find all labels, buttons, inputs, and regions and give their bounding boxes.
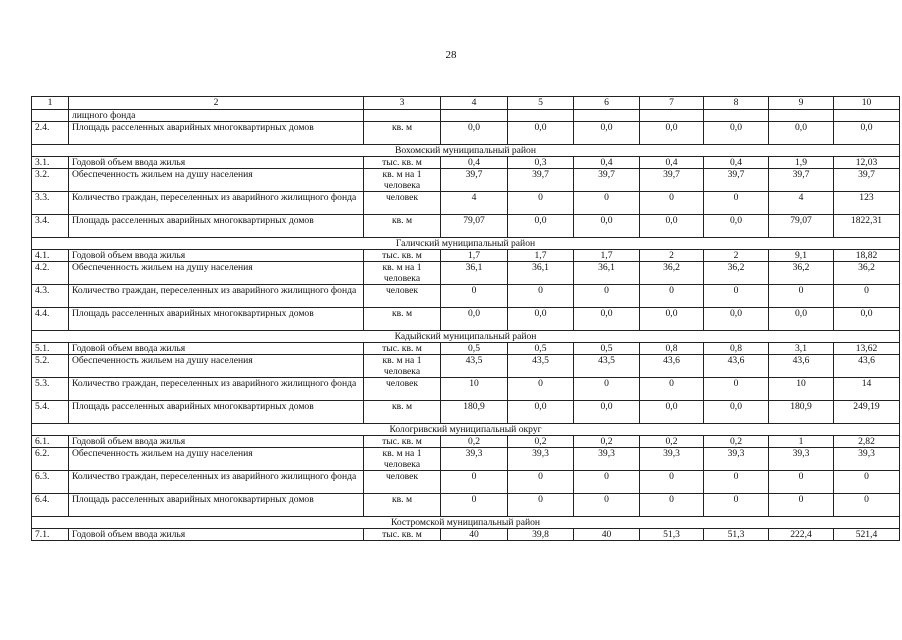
value-cell: 0 — [640, 192, 704, 215]
value-cell: 51,3 — [640, 529, 704, 541]
value-cell: 1822,31 — [834, 215, 900, 238]
section-row — [32, 145, 900, 157]
header-cell: 8 — [704, 97, 769, 110]
unit-cell: кв. м на 1 человека — [364, 448, 441, 471]
value-cell: 0,0 — [640, 122, 704, 145]
indicator-name: Годовой объем ввода жилья — [69, 529, 364, 541]
unit-cell: тыс. кв. м — [364, 343, 441, 355]
table-body — [32, 97, 900, 541]
section-row — [32, 517, 900, 529]
value-cell: 0 — [640, 378, 704, 401]
value-cell: 12,03 — [834, 157, 900, 169]
section-row — [32, 331, 900, 343]
value-cell: 0,0 — [834, 308, 900, 331]
table-row — [32, 355, 900, 378]
value-cell: 0 — [640, 471, 704, 494]
unit-cell: кв. м на 1 человека — [364, 262, 441, 285]
row-number: 4.3. — [32, 285, 69, 308]
value-cell: 18,82 — [834, 250, 900, 262]
indicator-name: Площадь расселенных аварийных многоквартирных домов — [69, 215, 364, 238]
value-cell: 39,3 — [834, 448, 900, 471]
row-number: 5.1. — [32, 343, 69, 355]
value-cell: 0,2 — [574, 436, 640, 448]
value-cell: 0,5 — [508, 343, 574, 355]
value-cell: 123 — [834, 192, 900, 215]
value-cell: 0,2 — [704, 436, 769, 448]
value-cell: 39,7 — [574, 169, 640, 192]
value-cell: 1,7 — [441, 250, 508, 262]
value-cell: 39,7 — [441, 169, 508, 192]
row-number: 6.1. — [32, 436, 69, 448]
page-number: 28 — [445, 49, 457, 61]
table-row — [32, 215, 900, 238]
value-cell: 222,4 — [769, 529, 834, 541]
value-cell: 0,2 — [441, 436, 508, 448]
value-cell: 0,0 — [640, 401, 704, 424]
value-cell: 43,5 — [441, 355, 508, 378]
indicator-name: Площадь расселенных аварийных многоквартирных домов — [69, 494, 364, 517]
value-cell: 0 — [441, 285, 508, 308]
table-row — [32, 494, 900, 517]
value-cell: 0 — [704, 378, 769, 401]
indicator-name: лищного фонда — [69, 110, 364, 122]
value-cell — [640, 110, 704, 122]
indicator-name: Обеспеченность жильем на душу населения — [69, 448, 364, 471]
value-cell: 39,3 — [704, 448, 769, 471]
table-row — [32, 157, 900, 169]
value-cell: 0,4 — [640, 157, 704, 169]
value-cell: 0 — [574, 285, 640, 308]
value-cell: 0,0 — [508, 215, 574, 238]
section-row — [32, 424, 900, 436]
header-cell: 6 — [574, 97, 640, 110]
indicator-name: Годовой объем ввода жилья — [69, 343, 364, 355]
unit-cell: человек — [364, 192, 441, 215]
value-cell: 0 — [834, 494, 900, 517]
table-row — [32, 529, 900, 541]
value-cell: 36,1 — [574, 262, 640, 285]
indicator-name: Обеспеченность жильем на душу населения — [69, 355, 364, 378]
value-cell: 10 — [769, 378, 834, 401]
value-cell: 0,5 — [574, 343, 640, 355]
unit-cell — [364, 110, 441, 122]
value-cell: 40 — [574, 529, 640, 541]
value-cell: 0 — [834, 285, 900, 308]
unit-cell: кв. м — [364, 494, 441, 517]
value-cell: 180,9 — [769, 401, 834, 424]
value-cell — [441, 110, 508, 122]
header-cell: 1 — [32, 97, 69, 110]
value-cell: 0,0 — [441, 308, 508, 331]
value-cell: 0,0 — [508, 401, 574, 424]
value-cell: 39,3 — [640, 448, 704, 471]
value-cell: 39,7 — [508, 169, 574, 192]
row-number: 7.1. — [32, 529, 69, 541]
value-cell: 0,2 — [640, 436, 704, 448]
table-row — [32, 448, 900, 471]
unit-cell: кв. м — [364, 401, 441, 424]
value-cell: 2,82 — [834, 436, 900, 448]
value-cell: 0,0 — [834, 122, 900, 145]
value-cell: 0,4 — [574, 157, 640, 169]
unit-cell: кв. м — [364, 215, 441, 238]
unit-cell: человек — [364, 471, 441, 494]
table-row — [32, 110, 900, 122]
value-cell: 0,5 — [441, 343, 508, 355]
value-cell: 0,0 — [574, 401, 640, 424]
value-cell: 1,9 — [769, 157, 834, 169]
value-cell: 0 — [769, 494, 834, 517]
unit-cell: человек — [364, 285, 441, 308]
value-cell: 0,0 — [769, 122, 834, 145]
value-cell: 36,1 — [508, 262, 574, 285]
value-cell: 10 — [441, 378, 508, 401]
value-cell: 0,0 — [704, 401, 769, 424]
section-title: Галичский муниципальный район — [32, 238, 900, 250]
indicator-name: Площадь расселенных аварийных многоквартирных домов — [69, 308, 364, 331]
value-cell: 0,0 — [704, 122, 769, 145]
unit-cell: тыс. кв. м — [364, 436, 441, 448]
table-row — [32, 378, 900, 401]
table-row — [32, 169, 900, 192]
value-cell: 0,8 — [704, 343, 769, 355]
value-cell: 39,8 — [508, 529, 574, 541]
value-cell: 0,0 — [508, 308, 574, 331]
value-cell: 43,6 — [769, 355, 834, 378]
value-cell: 0,0 — [574, 215, 640, 238]
value-cell: 36,2 — [769, 262, 834, 285]
value-cell: 1,7 — [574, 250, 640, 262]
value-cell — [508, 110, 574, 122]
row-number — [32, 110, 69, 122]
value-cell: 39,3 — [574, 448, 640, 471]
table-row — [32, 122, 900, 145]
table-row — [32, 285, 900, 308]
value-cell: 0 — [640, 494, 704, 517]
value-cell: 0,0 — [508, 122, 574, 145]
value-cell — [574, 110, 640, 122]
value-cell: 39,3 — [769, 448, 834, 471]
indicator-name: Годовой объем ввода жилья — [69, 157, 364, 169]
value-cell: 43,6 — [704, 355, 769, 378]
header-cell: 4 — [441, 97, 508, 110]
value-cell: 0,0 — [769, 308, 834, 331]
value-cell: 0 — [769, 471, 834, 494]
value-cell: 1,7 — [508, 250, 574, 262]
value-cell: 39,7 — [704, 169, 769, 192]
value-cell — [704, 110, 769, 122]
value-cell: 0,8 — [640, 343, 704, 355]
value-cell: 0 — [508, 494, 574, 517]
header-row — [32, 97, 900, 110]
value-cell: 180,9 — [441, 401, 508, 424]
value-cell: 79,07 — [769, 215, 834, 238]
row-number: 4.1. — [32, 250, 69, 262]
unit-cell: кв. м — [364, 122, 441, 145]
value-cell: 0,0 — [704, 308, 769, 331]
value-cell: 0,0 — [704, 215, 769, 238]
value-cell: 0,0 — [441, 122, 508, 145]
value-cell: 0 — [574, 471, 640, 494]
value-cell: 51,3 — [704, 529, 769, 541]
unit-cell: кв. м на 1 человека — [364, 355, 441, 378]
unit-cell: тыс. кв. м — [364, 157, 441, 169]
value-cell: 43,5 — [574, 355, 640, 378]
value-cell: 0,4 — [441, 157, 508, 169]
row-number: 3.2. — [32, 169, 69, 192]
value-cell: 0 — [704, 494, 769, 517]
value-cell: 9,1 — [769, 250, 834, 262]
value-cell: 0,0 — [640, 215, 704, 238]
value-cell: 79,07 — [441, 215, 508, 238]
value-cell: 0 — [834, 471, 900, 494]
value-cell: 0,3 — [508, 157, 574, 169]
value-cell: 39,7 — [769, 169, 834, 192]
value-cell: 0,2 — [508, 436, 574, 448]
unit-cell: человек — [364, 378, 441, 401]
value-cell — [769, 110, 834, 122]
value-cell: 0 — [574, 192, 640, 215]
header-cell: 2 — [69, 97, 364, 110]
indicator-name: Количество граждан, переселенных из аварийного жилищного фонда — [69, 285, 364, 308]
value-cell: 4 — [769, 192, 834, 215]
value-cell: 43,6 — [640, 355, 704, 378]
header-cell: 7 — [640, 97, 704, 110]
value-cell: 0,0 — [640, 308, 704, 331]
value-cell: 0 — [640, 285, 704, 308]
table-row — [32, 192, 900, 215]
unit-cell: тыс. кв. м — [364, 250, 441, 262]
value-cell: 2 — [704, 250, 769, 262]
table-row — [32, 401, 900, 424]
row-number: 3.3. — [32, 192, 69, 215]
value-cell: 0,0 — [574, 122, 640, 145]
row-number: 6.3. — [32, 471, 69, 494]
value-cell: 0 — [704, 471, 769, 494]
value-cell: 13,62 — [834, 343, 900, 355]
value-cell: 0 — [704, 285, 769, 308]
value-cell — [834, 110, 900, 122]
indicator-name: Годовой объем ввода жилья — [69, 250, 364, 262]
indicator-name: Количество граждан, переселенных из аварийного жилищного фонда — [69, 471, 364, 494]
indicator-name: Площадь расселенных аварийных многоквартирных домов — [69, 401, 364, 424]
value-cell: 0 — [704, 192, 769, 215]
header-cell: 3 — [364, 97, 441, 110]
value-cell: 39,7 — [834, 169, 900, 192]
value-cell: 0 — [508, 378, 574, 401]
value-cell: 521,4 — [834, 529, 900, 541]
row-number: 5.3. — [32, 378, 69, 401]
table-row — [32, 308, 900, 331]
value-cell: 0 — [508, 192, 574, 215]
indicator-name: Количество граждан, переселенных из аварийного жилищного фонда — [69, 192, 364, 215]
value-cell: 3,1 — [769, 343, 834, 355]
header-cell: 9 — [769, 97, 834, 110]
value-cell: 14 — [834, 378, 900, 401]
value-cell: 4 — [441, 192, 508, 215]
value-cell: 0,4 — [704, 157, 769, 169]
header-cell: 5 — [508, 97, 574, 110]
row-number: 3.1. — [32, 157, 69, 169]
row-number: 5.4. — [32, 401, 69, 424]
indicator-name: Площадь расселенных аварийных многоквартирных домов — [69, 122, 364, 145]
section-row — [32, 238, 900, 250]
row-number: 4.4. — [32, 308, 69, 331]
value-cell: 2 — [640, 250, 704, 262]
value-cell: 39,7 — [640, 169, 704, 192]
indicator-name: Обеспеченность жильем на душу населения — [69, 169, 364, 192]
row-number: 4.2. — [32, 262, 69, 285]
value-cell: 39,3 — [508, 448, 574, 471]
value-cell: 36,2 — [640, 262, 704, 285]
table-row — [32, 436, 900, 448]
row-number: 3.4. — [32, 215, 69, 238]
row-number: 6.4. — [32, 494, 69, 517]
section-title: Костромской муниципальный район — [32, 517, 900, 529]
indicator-table — [31, 96, 900, 541]
value-cell: 0 — [508, 471, 574, 494]
table-row — [32, 471, 900, 494]
value-cell: 249,19 — [834, 401, 900, 424]
section-title: Кологривский муниципальный округ — [32, 424, 900, 436]
section-title: Кадыйский муниципальный район — [32, 331, 900, 343]
indicator-name: Количество граждан, переселенных из аварийного жилищного фонда — [69, 378, 364, 401]
value-cell: 0 — [508, 285, 574, 308]
value-cell: 0 — [574, 494, 640, 517]
unit-cell: кв. м на 1 человека — [364, 169, 441, 192]
value-cell: 39,3 — [441, 448, 508, 471]
value-cell: 40 — [441, 529, 508, 541]
table-row — [32, 262, 900, 285]
value-cell: 0,0 — [574, 308, 640, 331]
value-cell: 0 — [574, 378, 640, 401]
value-cell: 0 — [441, 471, 508, 494]
row-number: 5.2. — [32, 355, 69, 378]
table-row — [32, 250, 900, 262]
value-cell: 36,2 — [834, 262, 900, 285]
unit-cell: кв. м — [364, 308, 441, 331]
unit-cell: тыс. кв. м — [364, 529, 441, 541]
value-cell: 0 — [441, 494, 508, 517]
header-cell: 10 — [834, 97, 900, 110]
indicator-name: Годовой объем ввода жилья — [69, 436, 364, 448]
value-cell: 43,6 — [834, 355, 900, 378]
value-cell: 36,2 — [704, 262, 769, 285]
section-title: Вохомский муниципальный район — [32, 145, 900, 157]
row-number: 2.4. — [32, 122, 69, 145]
row-number: 6.2. — [32, 448, 69, 471]
table-row — [32, 343, 900, 355]
value-cell: 0 — [769, 285, 834, 308]
value-cell: 1 — [769, 436, 834, 448]
value-cell: 43,5 — [508, 355, 574, 378]
value-cell: 36,1 — [441, 262, 508, 285]
indicator-name: Обеспеченность жильем на душу населения — [69, 262, 364, 285]
